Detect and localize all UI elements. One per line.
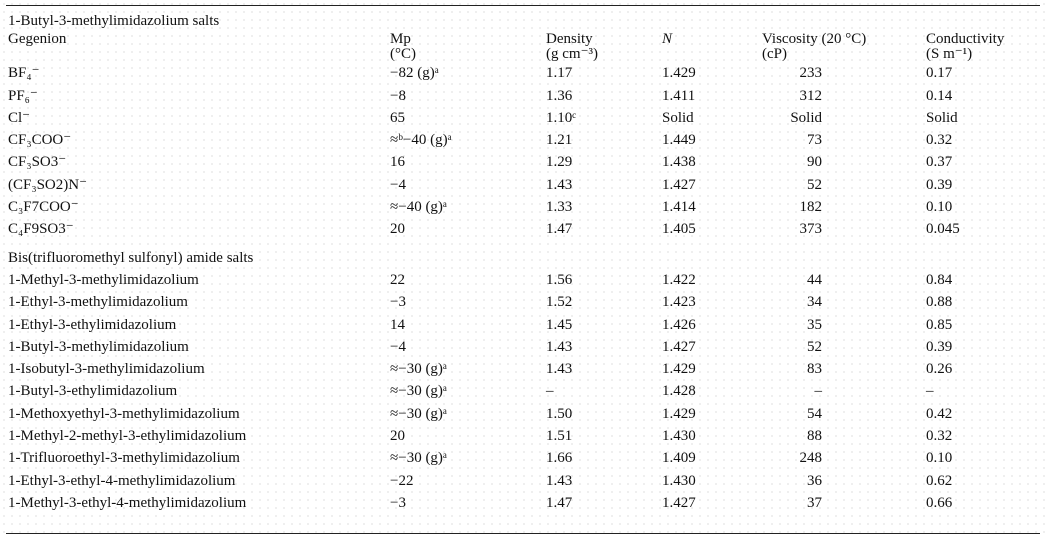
table-row [8, 174, 1040, 196]
cell-conductivity: 0.10 [926, 199, 953, 216]
table-row [8, 336, 1040, 358]
header-viscosity-label: Viscosity (20 °C) [762, 31, 867, 48]
cell-viscosity: 312 [799, 87, 822, 104]
section-title [8, 247, 1040, 269]
cell-n: 1.427 [662, 176, 696, 193]
table-row [8, 380, 1040, 402]
cell-conductivity: 0.37 [926, 154, 953, 171]
cell-mp: 20 [390, 221, 405, 238]
cell-viscosity: 44 [807, 271, 822, 288]
cell-n: 1.427 [662, 338, 696, 355]
cell-name: 1-Ethyl-3-ethyl-4-methylimidazolium [8, 472, 236, 489]
header-density-label: Density [546, 31, 593, 48]
cell-name: PF₆⁻ [8, 87, 38, 104]
cell-n: 1.422 [662, 271, 696, 288]
cell-density: 1.43 [546, 361, 573, 378]
cell-viscosity: 248 [799, 450, 822, 467]
cell-viscosity: Solid [790, 109, 822, 126]
section-1-title: 1-Butyl-3-methylimidazolium salts [8, 13, 220, 29]
cell-density: 1.45 [546, 316, 573, 333]
cell-conductivity: 0.39 [926, 338, 953, 355]
cell-n: 1.414 [662, 199, 696, 216]
table-row [8, 425, 1040, 447]
cell-conductivity: 0.66 [926, 494, 953, 511]
cell-density: 1.66 [546, 450, 573, 467]
cell-viscosity: 35 [807, 316, 822, 333]
cell-viscosity: 373 [799, 221, 822, 238]
section-2-rows [8, 269, 1040, 514]
cell-conductivity: 0.14 [926, 87, 953, 104]
table-top-rule [6, 5, 1040, 6]
cell-conductivity: 0.88 [926, 294, 953, 311]
cell-name: C₄F9SO3⁻ [8, 221, 74, 238]
table-row [8, 107, 1040, 129]
cell-density: 1.52 [546, 294, 573, 311]
cell-density: 1.47 [546, 494, 573, 511]
header-density-unit: (g cm⁻³) [546, 46, 598, 63]
cell-viscosity: 73 [807, 132, 822, 149]
cell-name: 1-Isobutyl-3-methylimidazolium [8, 361, 205, 378]
cell-n: 1.411 [662, 87, 696, 104]
cell-density: 1.17 [546, 65, 573, 82]
cell-conductivity: 0.32 [926, 132, 953, 149]
cell-mp: −82 (g)ᵃ [390, 65, 439, 82]
cell-viscosity: 52 [807, 338, 822, 355]
cell-name: 1-Ethyl-3-ethylimidazolium [8, 316, 177, 333]
cell-name: C₃F7COO⁻ [8, 199, 79, 216]
cell-n: 1.409 [662, 450, 696, 467]
table-row [8, 447, 1040, 469]
cell-mp: ≈−30 (g)ᵃ [390, 361, 448, 378]
cell-density: 1.33 [546, 199, 573, 216]
cell-viscosity: 233 [799, 65, 822, 82]
cell-n: 1.429 [662, 361, 696, 378]
cell-density: 1.21 [546, 132, 573, 149]
cell-name: Cl⁻ [8, 109, 31, 126]
cell-conductivity: 0.26 [926, 361, 953, 378]
cell-conductivity: 0.42 [926, 405, 953, 422]
cell-name: 1-Methyl-3-ethyl-4-methylimidazolium [8, 494, 247, 511]
cell-conductivity: 0.84 [926, 271, 953, 288]
cell-name: CF₃SO3⁻ [8, 154, 67, 171]
cell-n: 1.430 [662, 428, 696, 445]
cell-name: 1-Butyl-3-ethylimidazolium [8, 383, 178, 400]
cell-mp: 16 [390, 154, 405, 171]
cell-mp: 65 [390, 109, 405, 126]
table-row [8, 62, 1040, 84]
cell-name: 1-Ethyl-3-methylimidazolium [8, 294, 188, 311]
header-conductivity-unit: (S m⁻¹) [926, 46, 973, 63]
cell-n: 1.426 [662, 316, 696, 333]
cell-density: 1.50 [546, 405, 573, 422]
cell-mp: −3 [390, 494, 406, 511]
header-row [8, 32, 1040, 62]
header-mp-label: Mp [390, 31, 411, 48]
cell-name: (CF₃SO2)N⁻ [8, 176, 87, 193]
cell-conductivity: 0.32 [926, 428, 953, 445]
cell-n: Solid [662, 109, 694, 126]
cell-density: 1.51 [546, 428, 573, 445]
header-viscosity [762, 32, 866, 62]
cell-mp: −4 [390, 338, 406, 355]
cell-density: 1.43 [546, 176, 573, 193]
header-density [546, 32, 598, 62]
cell-n: 1.423 [662, 294, 696, 311]
cell-conductivity: 0.39 [926, 176, 953, 193]
cell-name: 1-Methyl-3-methylimidazolium [8, 271, 199, 288]
header-mp-unit: (°C) [390, 46, 416, 63]
table-row [8, 470, 1040, 492]
cell-viscosity: 36 [807, 472, 822, 489]
ionic-liquids-table [8, 10, 1040, 514]
cell-n: 1.449 [662, 132, 696, 149]
table-row [8, 358, 1040, 380]
cell-conductivity: 0.045 [926, 221, 960, 238]
cell-mp: ≈−30 (g)ᵃ [390, 383, 448, 400]
table-row [8, 314, 1040, 336]
cell-name: BF₄⁻ [8, 65, 40, 82]
cell-viscosity: 52 [807, 176, 822, 193]
cell-viscosity: 34 [807, 294, 822, 311]
cell-viscosity: 37 [807, 494, 822, 511]
cell-n: 1.405 [662, 221, 696, 238]
cell-density: – [546, 383, 554, 400]
cell-n: 1.429 [662, 405, 696, 422]
cell-n: 1.438 [662, 154, 696, 171]
cell-mp: −3 [390, 294, 406, 311]
cell-conductivity: 0.17 [926, 65, 953, 82]
cell-mp: ≈−40 (g)ᵃ [390, 199, 448, 216]
header-viscosity-unit: (cP) [762, 46, 787, 63]
cell-n: 1.428 [662, 383, 696, 400]
section-1-rows [8, 62, 1040, 240]
cell-mp: −8 [390, 87, 406, 104]
cell-conductivity: Solid [926, 109, 958, 126]
header-mp [390, 32, 416, 62]
cell-conductivity: – [926, 383, 934, 400]
cell-conductivity: 0.10 [926, 450, 953, 467]
table-row [8, 269, 1040, 291]
table-bottom-rule [6, 533, 1040, 534]
cell-density: 1.47 [546, 221, 573, 238]
cell-viscosity: 182 [799, 199, 822, 216]
cell-n: 1.427 [662, 494, 696, 511]
cell-viscosity: 88 [807, 428, 822, 445]
table-row [8, 218, 1040, 240]
cell-name: 1-Methoxyethyl-3-methylimidazolium [8, 405, 240, 422]
table-row [8, 151, 1040, 173]
cell-conductivity: 0.62 [926, 472, 953, 489]
table-row [8, 129, 1040, 151]
cell-mp: 14 [390, 316, 405, 333]
cell-mp: 22 [390, 271, 405, 288]
cell-density: 1.29 [546, 154, 573, 171]
section-2-title: Bis(trifluoromethyl sulfonyl) amide salts [8, 249, 254, 266]
header-gegenion: Gegenion [8, 31, 67, 48]
cell-name: 1-Trifluoroethyl-3-methylimidazolium [8, 450, 240, 467]
cell-viscosity: 83 [807, 361, 822, 378]
section-title [8, 10, 1040, 32]
cell-name: 1-Methyl-2-methyl-3-ethylimidazolium [8, 428, 247, 445]
cell-n: 1.430 [662, 472, 696, 489]
cell-mp: ≈ᵇ−40 (g)ᵃ [390, 132, 452, 149]
cell-mp: 20 [390, 428, 405, 445]
table-row [8, 403, 1040, 425]
cell-mp: ≈−30 (g)ᵃ [390, 450, 448, 467]
cell-mp: ≈−30 (g)ᵃ [390, 405, 448, 422]
cell-density: 1.43 [546, 338, 573, 355]
header-n: N [662, 31, 673, 48]
cell-mp: −22 [390, 472, 414, 489]
table-row [8, 196, 1040, 218]
cell-conductivity: 0.85 [926, 316, 953, 333]
cell-viscosity: 54 [807, 405, 822, 422]
cell-name: CF₃COO⁻ [8, 132, 72, 149]
table-row [8, 492, 1040, 514]
header-conductivity-label: Conductivity [926, 31, 1005, 48]
cell-viscosity: – [814, 383, 822, 400]
cell-mp: −4 [390, 176, 406, 193]
header-conductivity [926, 32, 1004, 62]
cell-density: 1.56 [546, 271, 573, 288]
table-row [8, 85, 1040, 107]
table-row [8, 291, 1040, 313]
cell-density: 1.10ᶜ [546, 109, 577, 126]
cell-name: 1-Butyl-3-methylimidazolium [8, 338, 189, 355]
cell-density: 1.43 [546, 472, 573, 489]
cell-n: 1.429 [662, 65, 696, 82]
cell-viscosity: 90 [807, 154, 822, 171]
cell-density: 1.36 [546, 87, 573, 104]
